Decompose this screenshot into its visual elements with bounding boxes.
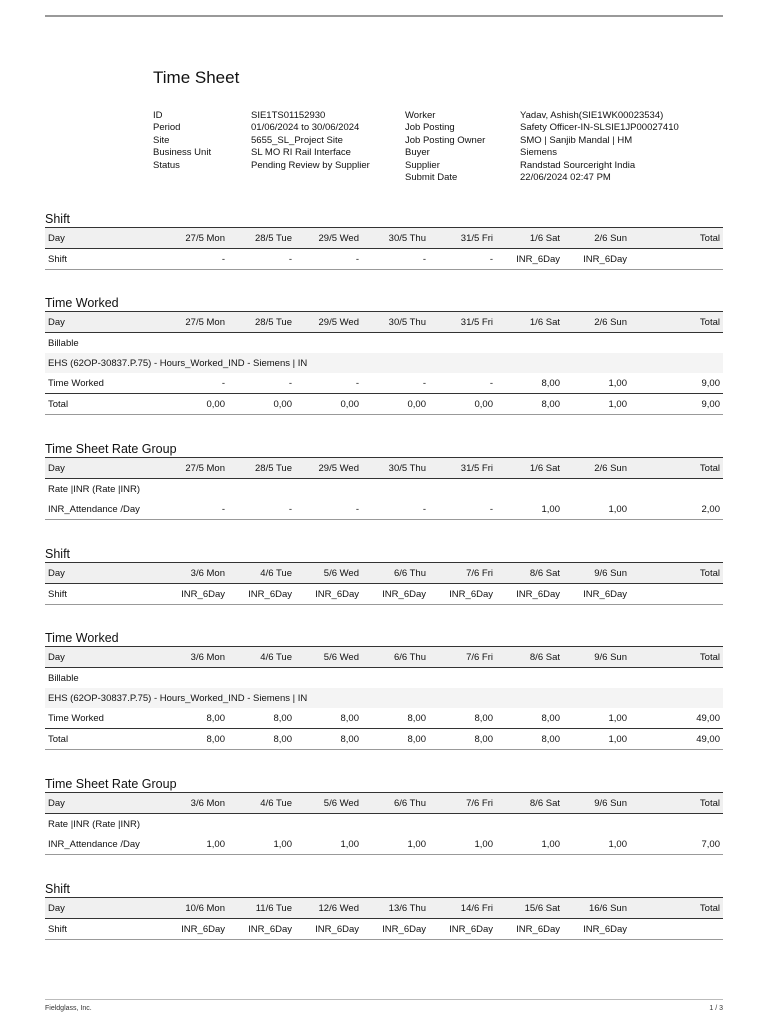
meta-value: Siemens	[520, 147, 557, 159]
cell: INR_6Day	[292, 584, 359, 605]
day-header-row	[45, 647, 723, 668]
cell: 3/6 Mon	[157, 793, 225, 814]
cell: 2/6 Sun	[560, 228, 627, 249]
cell: -	[489, 377, 493, 389]
cell: INR_6Day	[225, 584, 292, 605]
page-title: Time Sheet	[153, 68, 240, 87]
rate-group-section	[45, 776, 723, 855]
cell: 0,00	[426, 394, 493, 415]
day-label: Day	[45, 793, 157, 814]
cell: 7/6 Fri	[426, 563, 493, 584]
cell: 27/5 Mon	[157, 228, 225, 249]
cell: INR_6Day	[225, 919, 292, 940]
rate-group-table	[45, 457, 723, 520]
meta-label: Site	[153, 134, 170, 146]
cell: 12/6 Wed	[292, 898, 359, 919]
cell: INR_6Day	[560, 584, 627, 605]
cell: 6/6 Thu	[359, 647, 426, 668]
cell: 1,00	[560, 499, 627, 520]
cell: 2/6 Sun	[560, 312, 627, 333]
cell: 3/6 Mon	[157, 647, 225, 668]
table-row	[45, 688, 723, 708]
cell: 8/6 Sat	[493, 793, 560, 814]
day-header-row	[45, 228, 723, 249]
billable-label: Billable	[48, 337, 79, 349]
cell: 5/6 Wed	[292, 563, 359, 584]
cell: 14/6 Fri	[426, 898, 493, 919]
total-row	[45, 729, 723, 750]
cell: 8,00	[426, 729, 493, 750]
cell: 8,00	[493, 729, 560, 750]
cell: 8,00	[541, 712, 560, 724]
day-header-row	[45, 563, 723, 584]
row-total	[627, 919, 723, 940]
day-label: Day	[45, 312, 157, 333]
cell: 1,00	[426, 834, 493, 855]
section-title: Time Worked	[45, 296, 119, 310]
cell: 8,00	[493, 394, 560, 415]
cell: 28/5 Tue	[225, 228, 292, 249]
shift-table	[45, 897, 723, 940]
cell: 29/5 Wed	[292, 228, 359, 249]
row-total: 49,00	[696, 712, 720, 724]
cell: 5/6 Wed	[292, 793, 359, 814]
shift-section	[45, 546, 723, 605]
row-total: 9,00	[701, 377, 720, 389]
table-row	[45, 333, 723, 354]
cell: INR_6Day	[493, 249, 560, 270]
total-label: Total	[627, 647, 723, 668]
cell: 8,00	[340, 712, 359, 724]
cell: -	[225, 499, 292, 520]
cell: 5/6 Wed	[292, 647, 359, 668]
meta-label: Job Posting Owner	[405, 134, 486, 146]
meta-value: SMO | Sanjib Mandal | HM	[520, 134, 633, 146]
meta-value: 5655_SL_Project Site	[251, 134, 343, 146]
cell: 1,00	[292, 834, 359, 855]
cell: 8,00	[157, 729, 225, 750]
meta-left-values	[251, 110, 370, 172]
cell: 7/6 Fri	[426, 647, 493, 668]
cell: 8/6 Sat	[493, 563, 560, 584]
cell: 31/5 Fri	[426, 228, 493, 249]
meta-label: Business Unit	[153, 147, 212, 159]
cell: 0,00	[225, 394, 292, 415]
row-label: Time Worked	[48, 377, 104, 389]
cell: 27/5 Mon	[157, 458, 225, 479]
cell: 1,00	[608, 712, 627, 724]
cell: 1,00	[359, 834, 426, 855]
rate-label: Rate |INR (Rate |INR)	[48, 818, 141, 830]
shift-section	[45, 211, 723, 270]
rate-label: Rate |INR (Rate |INR)	[48, 483, 141, 495]
section-title: Time Sheet Rate Group	[45, 442, 177, 456]
table-row	[45, 814, 723, 835]
total-label: Total	[627, 898, 723, 919]
table-row	[45, 834, 723, 855]
cell: -	[426, 249, 493, 270]
cell: 31/5 Fri	[426, 312, 493, 333]
table-row	[45, 249, 723, 270]
meta-right-values	[520, 110, 679, 184]
time-worked-section	[45, 295, 723, 415]
cell: -	[426, 499, 493, 520]
cell: 9/6 Sun	[560, 563, 627, 584]
cell: 7/6 Fri	[426, 793, 493, 814]
total-label: Total	[627, 793, 723, 814]
cell: 29/5 Wed	[292, 458, 359, 479]
cell: 8,00	[225, 729, 292, 750]
cell: 1,00	[560, 729, 627, 750]
day-label: Day	[45, 563, 157, 584]
section-title: Time Sheet Rate Group	[45, 777, 177, 791]
billable-label: Billable	[48, 672, 79, 684]
table-row	[45, 479, 723, 500]
cell: 0,00	[157, 394, 225, 415]
table-row	[45, 499, 723, 520]
row-label: Total	[45, 394, 157, 415]
cell: INR_6Day	[426, 919, 493, 940]
row-label: INR_Attendance /Day	[45, 499, 157, 520]
table-row	[45, 708, 723, 729]
cell: 8,00	[474, 712, 493, 724]
footer-company: Fieldglass, Inc.	[45, 1005, 92, 1012]
cell: -	[221, 377, 225, 389]
meta-label: Buyer	[405, 147, 430, 159]
cell: 8/6 Sat	[493, 647, 560, 668]
cell: 28/5 Tue	[225, 312, 292, 333]
shift-table	[45, 227, 723, 270]
meta-value: 22/06/2024 02:47 PM	[520, 172, 611, 184]
meta-label: Supplier	[405, 159, 440, 171]
shift-table	[45, 562, 723, 605]
cell: 8,00	[273, 712, 292, 724]
meta-label: ID	[153, 110, 163, 121]
page-number: 1 / 3	[709, 1005, 723, 1012]
table-row	[45, 353, 723, 373]
cell: 1/6 Sat	[493, 458, 560, 479]
footer-rule	[45, 999, 723, 1000]
section-title: Time Worked	[45, 631, 119, 645]
cell: 30/5 Thu	[359, 458, 426, 479]
project-label: EHS (62OP-30837.P.75) - Hours_Worked_IND - Siemens | IN	[45, 353, 723, 373]
row-label: Time Worked	[48, 712, 104, 724]
cell: -	[292, 249, 359, 270]
cell: 1,00	[225, 834, 292, 855]
meta-value: SL MO RI Rail Interface	[251, 147, 351, 159]
cell: INR_6Day	[426, 584, 493, 605]
day-header-row	[45, 458, 723, 479]
cell: 4/6 Tue	[225, 563, 292, 584]
meta-right-labels	[405, 110, 485, 184]
cell: 4/6 Tue	[225, 793, 292, 814]
time-worked-table	[45, 646, 723, 750]
cell: -	[292, 499, 359, 520]
cell: 0,00	[359, 394, 426, 415]
row-label: Total	[45, 729, 157, 750]
cell: -	[157, 249, 225, 270]
total-label: Total	[627, 458, 723, 479]
cell: 8,00	[206, 712, 225, 724]
cell: 1,00	[493, 834, 560, 855]
cell: 4/6 Tue	[225, 647, 292, 668]
time-worked-table	[45, 311, 723, 415]
cell: INR_6Day	[493, 919, 560, 940]
meta-value: 01/06/2024 to 30/06/2024	[251, 122, 360, 134]
table-row	[45, 584, 723, 605]
row-total: 7,00	[627, 834, 723, 855]
rate-group-table	[45, 792, 723, 855]
section-title: Shift	[45, 547, 71, 561]
project-label: EHS (62OP-30837.P.75) - Hours_Worked_IND - Siemens | IN	[45, 688, 723, 708]
row-label: INR_Attendance /Day	[45, 834, 157, 855]
cell: -	[288, 377, 292, 389]
cell: INR_6Day	[359, 584, 426, 605]
row-label: Shift	[45, 584, 157, 605]
cell: 8,00	[359, 729, 426, 750]
total-row	[45, 394, 723, 415]
cell: 1/6 Sat	[493, 312, 560, 333]
cell: 9/6 Sun	[560, 793, 627, 814]
cell: -	[422, 377, 426, 389]
cell: -	[359, 499, 426, 520]
meta-value: Randstad Sourceright India	[520, 159, 636, 171]
cell: 9/6 Sun	[560, 647, 627, 668]
row-total	[627, 584, 723, 605]
cell: 8,00	[407, 712, 426, 724]
cell: 1,00	[560, 394, 627, 415]
cell: INR_6Day	[560, 919, 627, 940]
cell: -	[157, 499, 225, 520]
cell: INR_6Day	[560, 249, 627, 270]
cell: 31/5 Fri	[426, 458, 493, 479]
total-label: Total	[627, 228, 723, 249]
meta-value: SIE1TS01152930	[251, 110, 326, 121]
cell: 30/5 Thu	[359, 228, 426, 249]
cell: -	[359, 249, 426, 270]
meta-value: Yadav, Ashish(SIE1WK00023534)	[520, 110, 664, 121]
table-row	[45, 373, 723, 394]
top-rule	[45, 15, 723, 17]
meta-value: Safety Officer-IN-SLSIE1JP00027410	[520, 122, 679, 134]
row-label: Shift	[45, 919, 157, 940]
cell: 6/6 Thu	[359, 563, 426, 584]
cell: INR_6Day	[359, 919, 426, 940]
grand-total: 49,00	[627, 729, 723, 750]
section-title: Shift	[45, 882, 71, 896]
meta-label: Status	[153, 159, 180, 171]
day-header-row	[45, 793, 723, 814]
rate-group-section	[45, 441, 723, 520]
cell: 28/5 Tue	[225, 458, 292, 479]
cell: INR_6Day	[157, 919, 225, 940]
cell: 27/5 Mon	[157, 312, 225, 333]
cell: 11/6 Tue	[225, 898, 292, 919]
cell: 15/6 Sat	[493, 898, 560, 919]
cell: 30/5 Thu	[359, 312, 426, 333]
day-label: Day	[45, 458, 157, 479]
cell: -	[225, 249, 292, 270]
day-label: Day	[45, 647, 157, 668]
section-title: Shift	[45, 212, 71, 226]
cell: 1,00	[493, 499, 560, 520]
cell: INR_6Day	[292, 919, 359, 940]
total-label: Total	[627, 312, 723, 333]
cell: -	[355, 377, 359, 389]
day-label: Day	[45, 228, 157, 249]
total-label: Total	[627, 563, 723, 584]
row-total	[627, 249, 723, 270]
cell: 6/6 Thu	[359, 793, 426, 814]
cell: 10/6 Mon	[157, 898, 225, 919]
table-row	[45, 919, 723, 940]
cell: 3/6 Mon	[157, 563, 225, 584]
cell: 2/6 Sun	[560, 458, 627, 479]
meta-left-labels	[153, 110, 211, 172]
grand-total: 9,00	[627, 394, 723, 415]
row-total: 2,00	[627, 499, 723, 520]
cell: 1,00	[608, 377, 627, 389]
cell: 8,00	[292, 729, 359, 750]
meta-label: Submit Date	[405, 172, 458, 184]
day-label: Day	[45, 898, 157, 919]
day-header-row	[45, 898, 723, 919]
time-worked-section	[45, 630, 723, 750]
meta-label: Period	[153, 122, 181, 134]
meta-value: Pending Review by Supplier	[251, 159, 370, 171]
cell: 29/5 Wed	[292, 312, 359, 333]
cell: INR_6Day	[157, 584, 225, 605]
cell: 1,00	[560, 834, 627, 855]
cell: INR_6Day	[493, 584, 560, 605]
cell: 8,00	[541, 377, 560, 389]
table-row	[45, 668, 723, 689]
cell: 1/6 Sat	[493, 228, 560, 249]
row-label: Shift	[45, 249, 157, 270]
meta-label: Job Posting	[405, 122, 455, 134]
cell: 13/6 Thu	[359, 898, 426, 919]
cell: 0,00	[292, 394, 359, 415]
day-header-row	[45, 312, 723, 333]
cell: 16/6 Sun	[560, 898, 627, 919]
shift-section	[45, 881, 723, 940]
meta-label: Worker	[405, 110, 436, 121]
cell: 1,00	[157, 834, 225, 855]
